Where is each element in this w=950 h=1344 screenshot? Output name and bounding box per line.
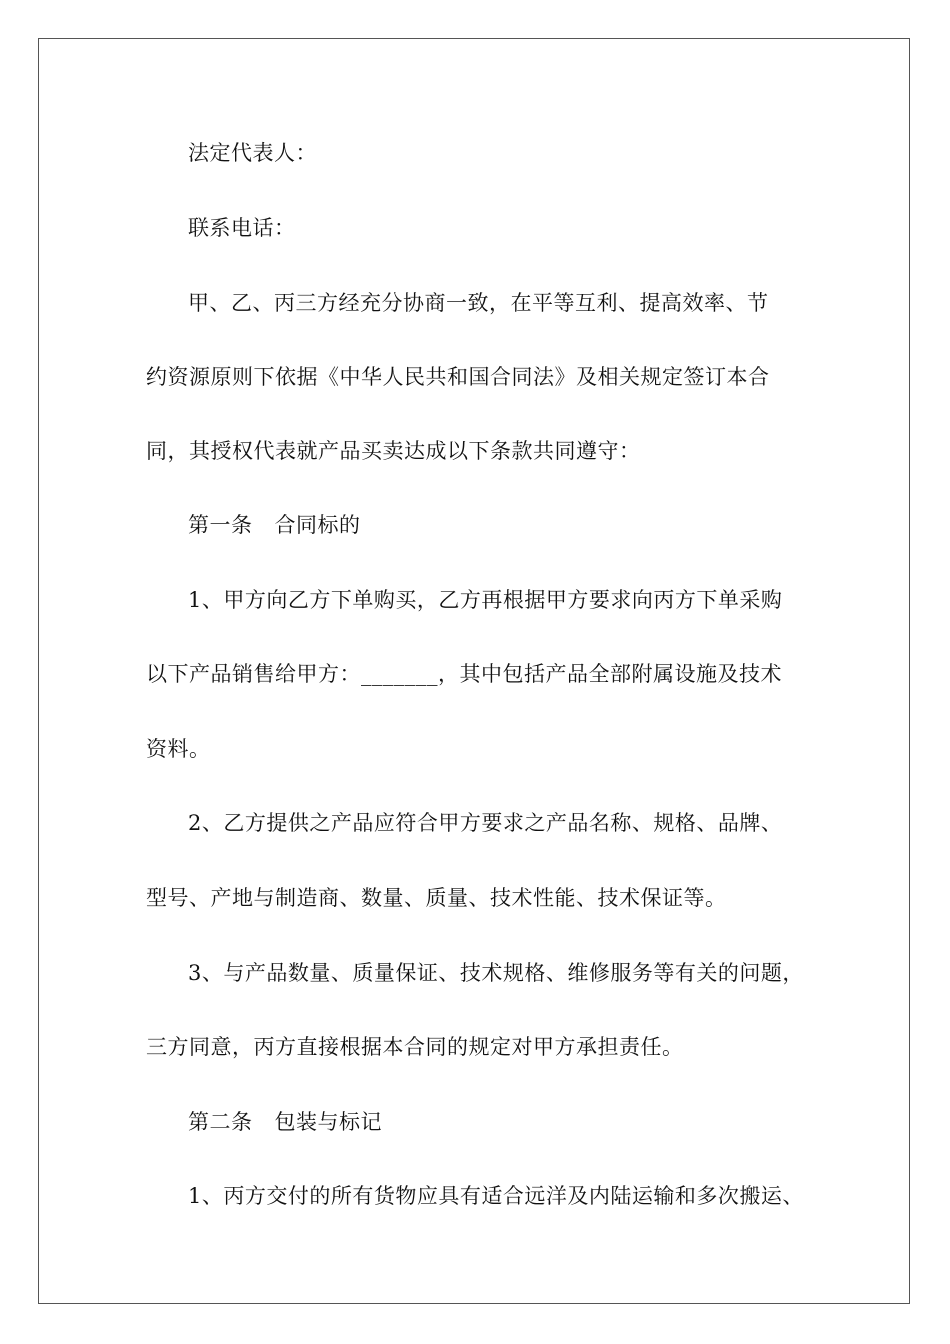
clause-1-1-line-3: 资料。 [146, 737, 211, 761]
clause-1-3-line-2: 三方同意，丙方直接根据本合同的规定对甲方承担责任。 [146, 1035, 684, 1059]
legal-representative-label: 法定代表人： [188, 141, 317, 165]
preamble-line-2: 约资源原则下依据《中华人民共和国合同法》及相关规定签订本合 [146, 365, 770, 389]
clause-1-1-line-2: 以下产品销售给甲方：_______，其中包括产品全部附属设施及技术 [146, 662, 782, 686]
article-1-heading [0, 510, 950, 540]
clause-2-1-line-1: 1、丙方交付的所有货物应具有适合远洋及内陆运输和多次搬运、 [188, 1184, 804, 1208]
article-1-title: 合同标的 [274, 513, 361, 537]
clause-1-1-line-1: 1、甲方向乙方下单购买，乙方再根据甲方要求向丙方下单采购 [188, 588, 783, 612]
clause-1-3-line-1: 3、与产品数量、质量保证、技术规格、维修服务等有关的问题， [188, 961, 804, 985]
preamble-line-1: 甲、乙、丙三方经充分协商一致，在平等互利、提高效率、节 [188, 291, 769, 315]
contact-phone-label: 联系电话： [188, 216, 296, 240]
preamble-line-3: 同，其授权代表就产品买卖达成以下条款共同遵守： [146, 439, 641, 463]
clause-1-2-line-2: 型号、产地与制造商、数量、质量、技术性能、技术保证等。 [146, 886, 727, 910]
clause-1-2-line-1: 2、乙方提供之产品应符合甲方要求之产品名称、规格、品牌、 [188, 811, 783, 835]
article-1-number: 第一条 [188, 513, 253, 537]
article-2-number: 第二条 [188, 1110, 253, 1134]
article-2-heading [0, 1107, 950, 1137]
article-2-title: 包装与标记 [274, 1110, 382, 1134]
